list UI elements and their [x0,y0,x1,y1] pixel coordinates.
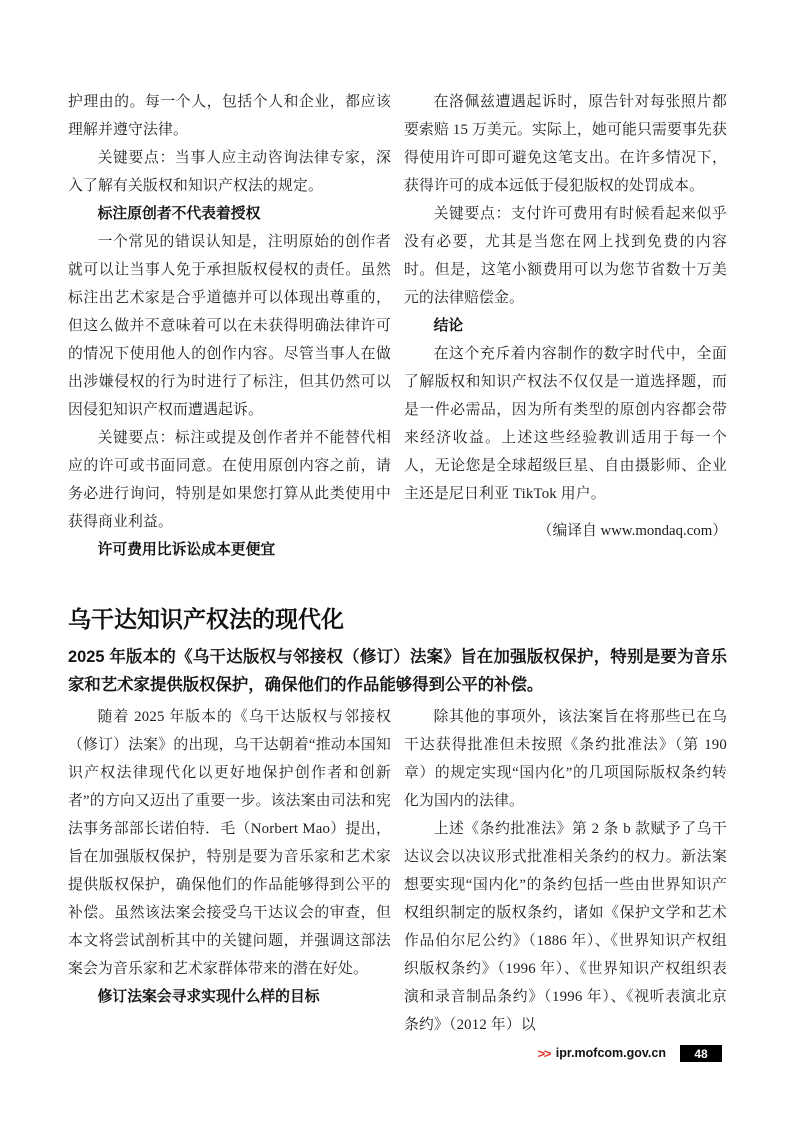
paragraph: 在这个充斥着内容制作的数字时代中，全面了解版权和知识产权法不仅仅是一道选择题，而是一件必需品，因为所有类型的原创内容都会带来经济收益。上述这些经验教训适用于每一个人，无论您是全球超级巨星、自由摄影师、企业主还是尼日利亚 TikTok 用户。 [404,346,727,502]
article-title: 乌干达知识产权法的现代化 [68,606,344,632]
article2-right-column [404,703,727,1039]
source-credit: （编译自 www.mondaq.com） [537,523,727,539]
footer-site-url: ipr.mofcom.gov.cn [555,1046,666,1060]
article1-left-column [68,88,391,564]
article2-left-column [68,703,391,1011]
paragraph: 护理由的。每一个人，包括个人和企业，都应该理解并遵守法律。 [68,94,391,138]
paragraph: 在洛佩兹遭遇起诉时，原告针对每张照片都要索赔 15 万美元。实际上，她可能只需要事先获得使用许可即可避免这笔支出。在许多情况下，获得许可的成本远低于侵犯版权的处罚成本。 [404,94,727,194]
paragraph: 一个常见的错误认知是，注明原始的创作者就可以让当事人免于承担版权侵权的责任。虽然标注出艺术家是合乎道德并可以体现出尊重的，但这么做并不意味着可以在未获得明确法律许可的情况下使用他人的创作内容。尽管当事人在做出涉嫌侵权的行为时进行了标注，但其仍然可以因侵犯知识产权而遭遇起诉。 [68,234,391,418]
paragraph: 随着 2025 年版本的《乌干达版权与邻接权（修订）法案》的出现，乌干达朝着“推动本国知识产权法律现代化以更好地保护创作者和创新者”的方向又迈出了重要一步。该法案由司法和宪法事务部部长诺伯特．毛（Norbert Mao）提出，旨在加强版权保护，特别是要为音乐家和艺术家提供版权保护，确保他们的作品能够得到公平的补偿。虽然该法案会接受乌干达议会的审查，但本文将尝试剖析其中的关键问题，并强调这部法案会为音乐家和艺术家群体带来的潜在好处。 [68,709,391,977]
article1-right-column [404,88,727,545]
section-heading: 许可费用比诉讼成本更便宜 [97,542,276,558]
paragraph: 关键要点：标注或提及创作者并不能替代相应的许可或书面同意。在使用原创内容之前，请务必进行询问，特别是如果您打算从此类使用中获得商业利益。 [68,430,391,530]
page-number-badge: 48 [680,1045,722,1062]
section-heading: 标注原创者不代表着授权 [97,206,261,222]
section-heading: 修订法案会寻求实现什么样的目标 [97,989,320,1005]
section-heading: 结论 [433,318,464,334]
paragraph: 关键要点：支付许可费用有时候看起来似乎没有必要，尤其是当您在网上找到免费的内容时。但是，这笔小额费用可以为您节省数十万美元的法律赔偿金。 [404,206,727,306]
double-chevron-icon: >> [537,1046,550,1061]
paragraph: 上述《条约批准法》第 2 条 b 款赋予了乌干达议会以决议形式批准相关条约的权力。新法案想要实现“国内化”的条约包括一些由世界知识产权组织制定的版权条约，诸如《保护文学和艺术作品伯尔尼公约》（1886 年）、《世界知识产权组织版权条约》（1996 年）、《世界知识产权组织表演和录音制品条约》（1996 年）、《视听表演北京条约》（2012 年）以 [404,821,727,1033]
paragraph: 除其他的事项外，该法案旨在将那些已在乌干达获得批准但未按照《条约批准法》（第 190 章）的规定实现“国内化”的几项国际版权条约转化为国内的法律。 [404,709,727,809]
article-lede: 2025 年版本的《乌干达版权与邻接权（修订）法案》旨在加强版权保护，特别是要为音乐家和艺术家提供版权保护，确保他们的作品能够得到公平的补偿。 [68,648,727,694]
page-footer [538,1045,722,1062]
paragraph: 关键要点：当事人应主动咨询法律专家，深入了解有关版权和知识产权法的规定。 [68,150,391,194]
